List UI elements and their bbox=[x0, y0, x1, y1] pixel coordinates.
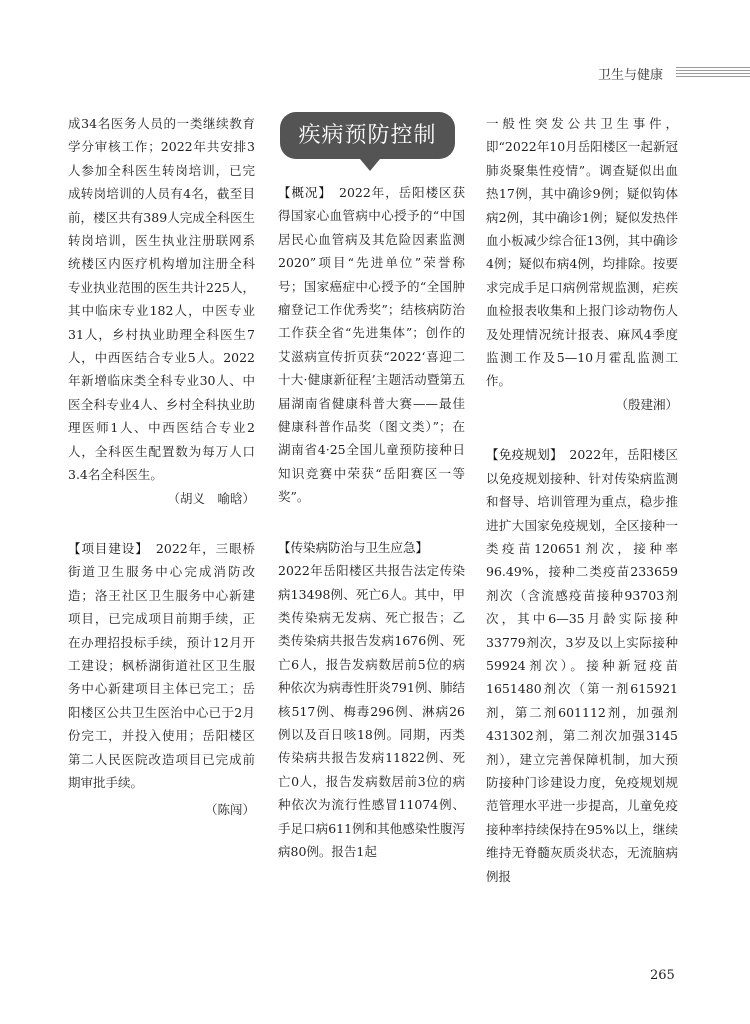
section-banner-title: 疾病预防控制 bbox=[298, 123, 437, 148]
paragraph-infectious-disease: 2022年岳阳楼区共报告法定传染病13498例、死亡6人。其中，甲类传染病无发病、死亡报告；乙类传染病共报告发病1676例、死亡6人，报告发病数居前5位的病种依次为病毒性肝炎791例、肺结核517例、梅毒296例、淋病26例以及百日咳18例。同期，丙类传染病共报告发病11822例、死亡0人，报告发病数居前3位的病种依次为流行性感冒11074例、手足口病611例和其他感染性腹泻病80例。报告1起 bbox=[278, 563, 465, 859]
header-rule-lines bbox=[676, 67, 750, 81]
paragraph-immunization bbox=[486, 443, 678, 888]
section-heading-project-construction: 【项目建设】 bbox=[68, 540, 143, 556]
column-3 bbox=[486, 112, 678, 888]
section-header-title: 卫生与健康 bbox=[598, 68, 664, 83]
author-credit: （陈闯） bbox=[204, 802, 255, 818]
section-banner bbox=[280, 112, 455, 159]
banner-pointer bbox=[360, 159, 380, 171]
paragraph-text: 2022年，岳阳楼区以免疫规划接种、针对传染病监测和督导、培训管理为重点，稳步推进扩大国家免疫规划，全区接种一类疫苗120651剂次，接种率96.49%，接种二类疫苗233659剂次（含流感疫苗接种93703剂次，其中6—35月龄实际接种33779剂次，3岁及以上实际接种59924剂次）。接种新冠疫苗1651480剂次（第一剂615921剂，第二剂601112剂，加强剂431302剂，第二剂次加强3145剂），建立完善保障机制，加大预防接种门诊建设力度，免疫规划规范管理水平进一步提高，儿童免疫接种率持续保持在95%以上，继续维持无脊髓灰质炎状态，无流脑病例报 bbox=[486, 447, 678, 884]
section-heading-immunization: 【免疫规划】 bbox=[486, 447, 557, 463]
paragraph-text: 2022年，岳阳楼区获得国家心血管病中心授予的“中国居民心血管病及其危险因素监测2020”项目“先进单位”荣誉称号；国家癌症中心授予的“全国肿瘤登记工作优秀奖”；结核病防治工作获全省“先进集体”；创作的艾滋病宣传折页获“2022‘喜迎二十大·健康新征程’主题活动暨第五届湖南省健康科普大赛——最佳健康科普作品奖（图文类）”；在湖南省4·25全国儿童预防接种日知识竞赛中荣获“岳阳赛区一等奖”。 bbox=[278, 185, 465, 505]
author-credit: （胡义 喻晗） bbox=[167, 490, 255, 506]
paragraph-text: 2022年，三眼桥街道卫生服务中心完成消防改造；洛王社区卫生服务中心新建项目，已完成项目前期手续，正在办理招投标手续，预计12月开工建设；枫桥湖街道社区卫生服务中心新建项目主体已完工；岳阳楼区公共卫生医治中心已于2月份完工，并投入使用；岳阳楼区第二人民医院改造项目已完成前期审批手续。 bbox=[68, 540, 255, 790]
section-heading-infectious-disease: 【传染病防治与卫生应急】 bbox=[278, 539, 429, 555]
author-credit: （殷建湘） bbox=[615, 396, 678, 412]
section-heading-overview: 【概况】 bbox=[278, 185, 326, 200]
paragraph-public-health-event: 一般性突发公共卫生事件，即“2022年10月岳阳楼区一起新冠肺炎聚集性疫情”。调查疑似出血热17例，其中确诊9例；疑似钩体病2例，其中确诊1例；疑似发热伴血小板减少综合征13例，其中确诊4例；疑似布病4例，均排除。按要求完成手足口病例常规监测，疟疾血检报表收集和上报门诊动物伤人及处理情况统计报表、麻风4季度监测工作及5—10月霍乱监测工作。 bbox=[486, 116, 678, 389]
paragraph-project-construction bbox=[68, 537, 255, 794]
paragraph-overview bbox=[278, 181, 465, 509]
column-2 bbox=[278, 112, 465, 863]
page-number: 265 bbox=[650, 968, 675, 983]
paragraph-general-practitioner-training: 成34名医务人员的一类继续教育学分审核工作；2022年共安排3人参加全科医生转岗培训，已完成转岗培训的人员有4名，截至目前，楼区共有389人完成全科医生转岗培训，医生执业注册联网系统楼区内医疗机构增加注册全科专业执业范围的医生共计225人，其中临床专业182人，中医专业31人，乡村执业助理全科医生7人，中西医结合专业5人。2022年新增临床类全科专业30人、中医全科专业4人、乡村全科执业助理医师1人、中西医结合专业2人，全科医生配置数为每万人口3.4名全科医生。 bbox=[68, 116, 255, 483]
column-1 bbox=[68, 112, 255, 822]
